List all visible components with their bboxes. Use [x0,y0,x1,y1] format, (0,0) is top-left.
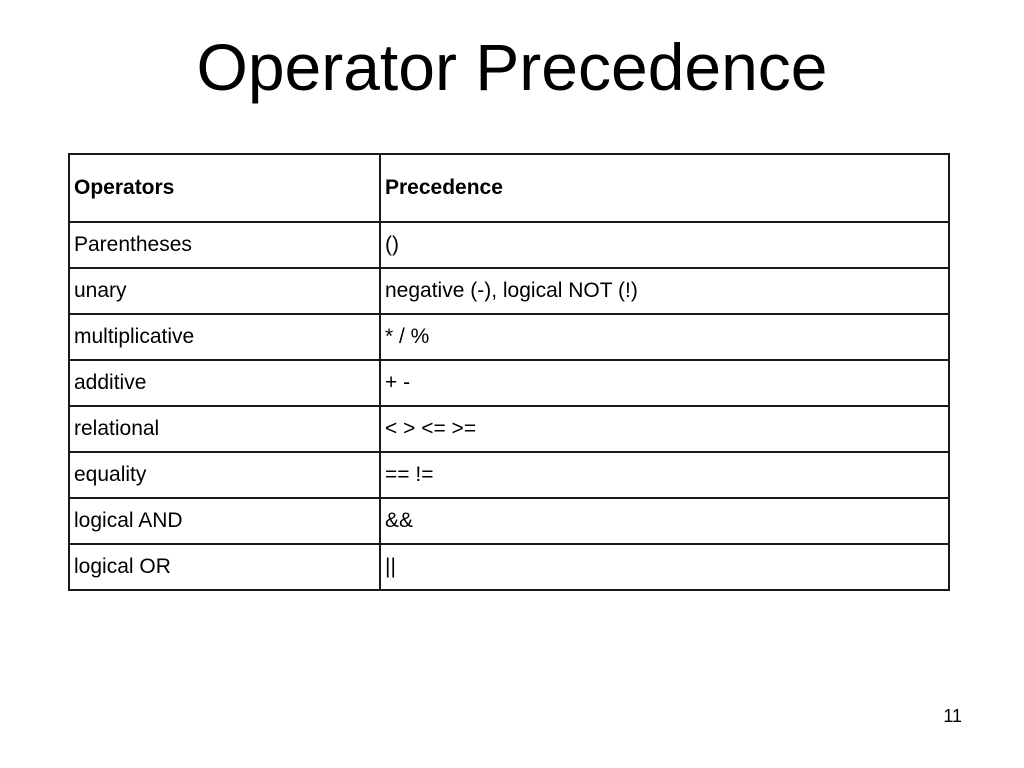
operator-name-cell: unary [69,268,380,314]
table-row [69,452,949,498]
operator-name-cell: additive [69,360,380,406]
precedence-table [68,153,950,591]
slide-title: Operator Precedence [196,30,828,104]
table-header-row [69,154,949,222]
operator-name-cell: logical OR [69,544,380,590]
operator-symbols-cell: == != [380,452,949,498]
table-row [69,314,949,360]
header-operators: Operators [69,154,380,222]
table-row [69,544,949,590]
operator-symbols-cell: () [380,222,949,268]
operator-name-cell: multiplicative [69,314,380,360]
operator-name-cell: logical AND [69,498,380,544]
operator-symbols-cell: || [380,544,949,590]
table-row [69,268,949,314]
table-row [69,406,949,452]
operator-name-cell: equality [69,452,380,498]
operator-symbols-cell: negative (-), logical NOT (!) [380,268,949,314]
operator-symbols-cell: && [380,498,949,544]
operator-symbols-cell: < > <= >= [380,406,949,452]
page-number: 11 [943,706,962,726]
table-row [69,222,949,268]
operator-name-cell: relational [69,406,380,452]
operator-symbols-cell: * / % [380,314,949,360]
operator-name-cell: Parentheses [69,222,380,268]
operator-symbols-cell: + - [380,360,949,406]
table-row [69,360,949,406]
table-row [69,498,949,544]
header-precedence: Precedence [380,154,949,222]
